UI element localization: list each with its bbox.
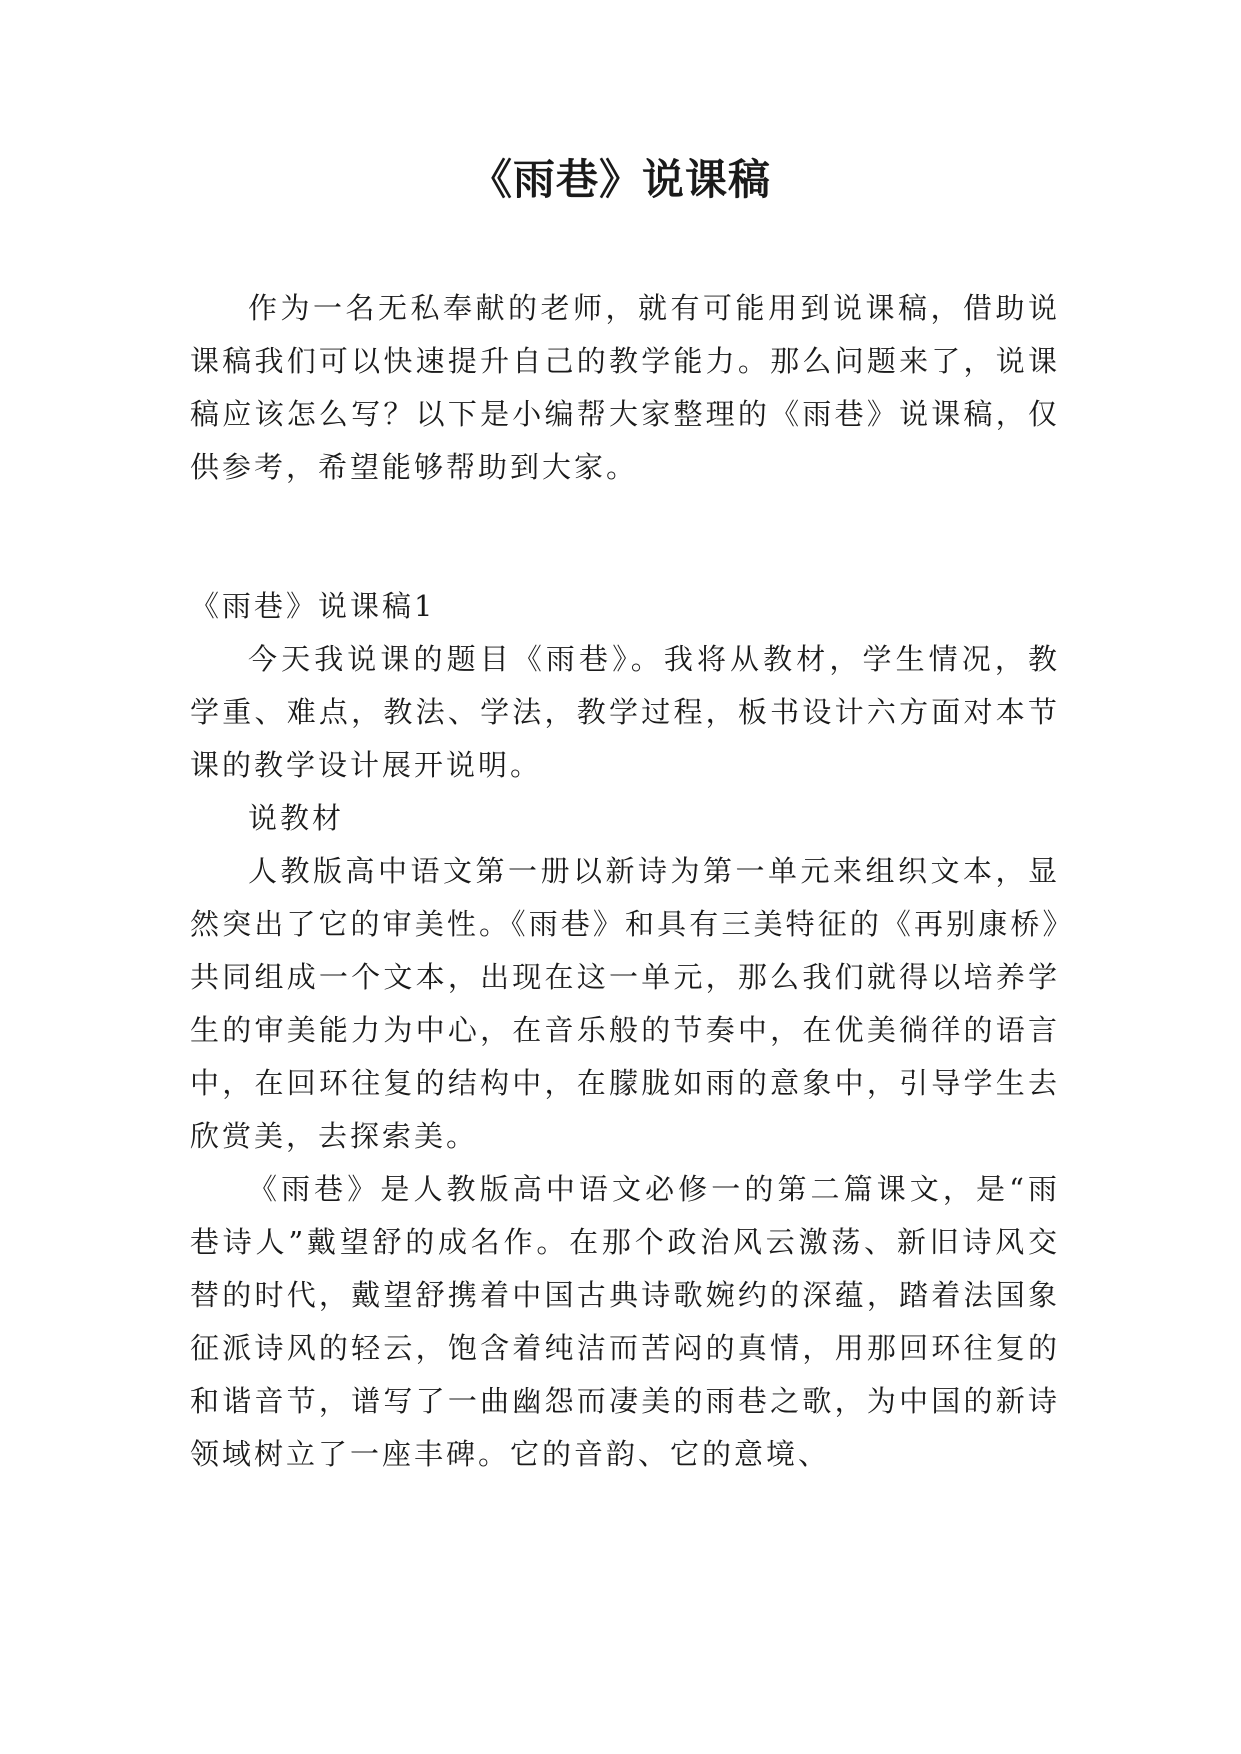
paragraph-poem-intro: 《雨巷》是人教版高中语文必修一的第二篇课文，是“雨巷诗人”戴望舒的成名作。在那个政治风云激荡、新旧诗风交替的时代，戴望舒携着中国古典诗歌婉约的深蕴，踏着法国象征派诗风的轻云，饱含着纯洁而苦闷的真情，用那回环往复的和谐音节，谱写了一曲幽怨而凄美的雨巷之歌，为中国的新诗领域树立了一座丰碑。它的音韵、它的意境、 <box>190 1172 1060 1471</box>
intro-paragraph: 作为一名无私奉献的老师，就有可能用到说课稿，借助说课稿我们可以快速提升自己的教学能力。那么问题来了，说课稿应该怎么写？以下是小编帮大家整理的《雨巷》说课稿，仅供参考，希望能够帮助到大家。 <box>190 291 1060 484</box>
section-1 <box>190 580 1060 1481</box>
document-title: 《雨巷》说课稿 <box>469 155 771 204</box>
intro-block <box>190 282 1060 494</box>
paragraph-textbook: 人教版高中语文第一册以新诗为第一单元来组织文本，显然突出了它的审美性。《雨巷》和具有三美特征的《再别康桥》共同组成一个文本，出现在这一单元，那么我们就得以培养学生的审美能力为中心，在音乐般的节奏中，在优美徜徉的语言中，在回环往复的结构中，在朦胧如雨的意象中，引导学生去欣赏美，去探索美。 <box>190 854 1060 1153</box>
subheading-textbook: 说教材 <box>248 801 345 835</box>
paragraph-overview: 今天我说课的题目《雨巷》。我将从教材，学生情况，教学重、难点，教法、学法，教学过程，板书设计六方面对本节课的教学设计展开说明。 <box>190 642 1060 782</box>
section-heading: 《雨巷》说课稿1 <box>190 589 436 623</box>
